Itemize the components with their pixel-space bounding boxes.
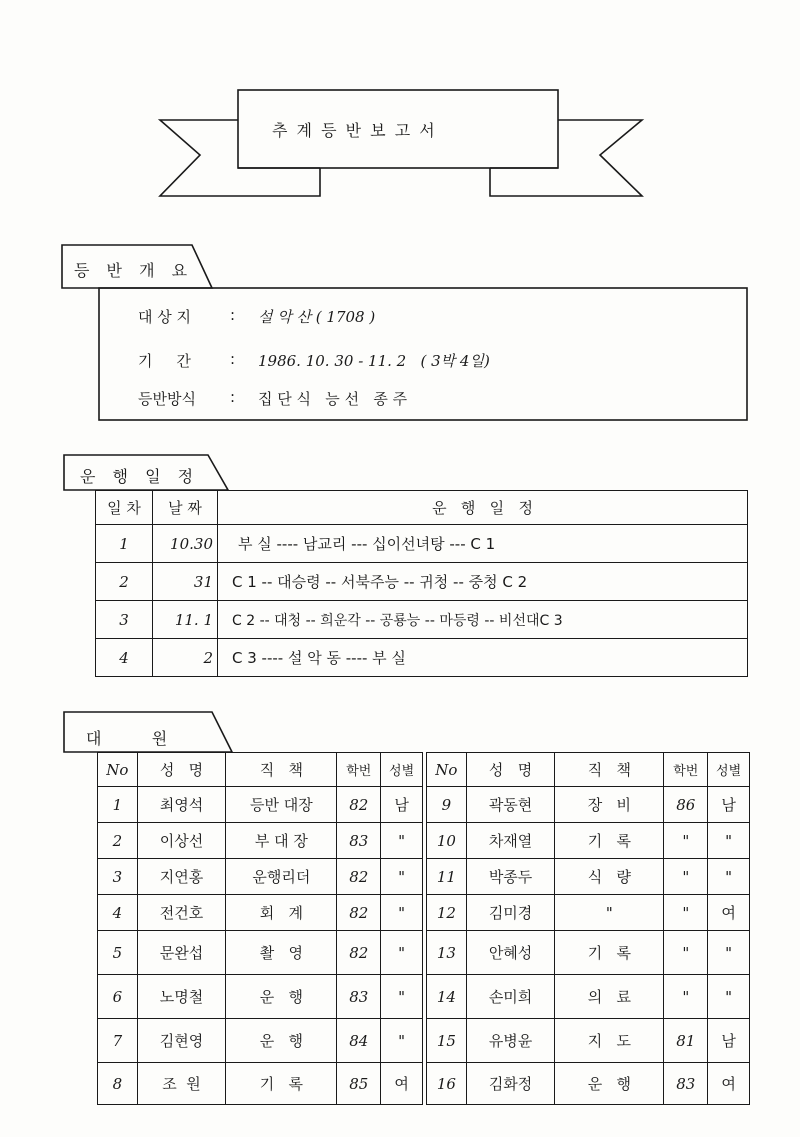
member-role: 지 도 <box>555 1019 664 1063</box>
schedule-row <box>96 601 748 639</box>
member-row <box>98 975 423 1019</box>
member-row <box>98 1019 423 1063</box>
member-name: 유병윤 <box>466 1019 555 1063</box>
overview-value-period: 1986. 10. 30 - 11. 2 ( 3박 4일) <box>258 352 490 370</box>
member-role: 기 록 <box>226 1063 337 1105</box>
member-year: 86 <box>664 787 708 823</box>
schedule-route: C 3 ---- 설 악 동 ---- 부 실 <box>218 639 748 677</box>
member-name: 차재열 <box>466 823 555 859</box>
overview-sep: : <box>230 388 236 406</box>
member-sex: 여 <box>708 895 750 931</box>
members-header-name: 성 명 <box>137 753 226 787</box>
members-header-sex: 성별 <box>381 753 423 787</box>
members-header-no: No <box>98 753 138 787</box>
overview-label-destination: 대 상 지 <box>138 308 192 326</box>
members-header-year: 학번 <box>337 753 381 787</box>
overview-sep: : <box>230 306 236 324</box>
schedule-date: 10.30 <box>153 525 218 563</box>
overview-value-destination: 설 악 산 ( 1708 ) <box>258 308 376 326</box>
schedule-header-row <box>96 491 748 525</box>
overview-sep: : <box>230 350 236 368</box>
member-sex: 남 <box>708 787 750 823</box>
member-row <box>427 1063 750 1105</box>
member-sex: " <box>381 975 423 1019</box>
member-year: 83 <box>337 975 381 1019</box>
member-name: 지연홍 <box>137 859 226 895</box>
member-role: 식 량 <box>555 859 664 895</box>
members-table-right <box>426 752 750 1105</box>
overview-value-method: 집 단 식 능 선 종 주 <box>258 390 408 408</box>
member-sex: " <box>708 859 750 895</box>
member-name: 김현영 <box>137 1019 226 1063</box>
member-row <box>427 1019 750 1063</box>
schedule-table <box>95 490 748 677</box>
member-name: 조 원 <box>137 1063 226 1105</box>
member-role: 운 행 <box>555 1063 664 1105</box>
members-header-no: No <box>427 753 467 787</box>
schedule-route: 부 실 ---- 남교리 --- 십이선녀탕 --- C 1 <box>218 525 748 563</box>
member-row <box>427 895 750 931</box>
member-name: 손미희 <box>466 975 555 1019</box>
member-row <box>427 823 750 859</box>
member-sex: " <box>381 895 423 931</box>
member-role: 등반 대장 <box>226 787 337 823</box>
members-header-name: 성 명 <box>466 753 555 787</box>
member-sex: 여 <box>708 1063 750 1105</box>
member-year: 84 <box>337 1019 381 1063</box>
member-no: 9 <box>427 787 467 823</box>
member-name: 안혜성 <box>466 931 555 975</box>
member-sex: " <box>708 931 750 975</box>
member-no: 2 <box>98 823 138 859</box>
member-role: 장 비 <box>555 787 664 823</box>
member-name: 김화정 <box>466 1063 555 1105</box>
member-no: 8 <box>98 1063 138 1105</box>
member-year: 82 <box>337 787 381 823</box>
schedule-header-day: 일 차 <box>96 491 153 525</box>
member-sex: " <box>381 1019 423 1063</box>
member-row <box>98 895 423 931</box>
members-header-role: 직 책 <box>226 753 337 787</box>
member-year: 81 <box>664 1019 708 1063</box>
schedule-date: 11. 1 <box>153 601 218 639</box>
member-name: 노명철 <box>137 975 226 1019</box>
member-name: 전건호 <box>137 895 226 931</box>
member-no: 11 <box>427 859 467 895</box>
members-header-sex: 성별 <box>708 753 750 787</box>
member-row <box>98 787 423 823</box>
members-header-row <box>98 753 423 787</box>
schedule-row <box>96 525 748 563</box>
schedule-day: 4 <box>96 639 153 677</box>
schedule-day: 3 <box>96 601 153 639</box>
schedule-day: 2 <box>96 563 153 601</box>
member-role: 촬 영 <box>226 931 337 975</box>
member-year: " <box>664 975 708 1019</box>
member-row <box>98 931 423 975</box>
members-table-left <box>97 752 423 1105</box>
schedule-header-date: 날 짜 <box>153 491 218 525</box>
member-year: 85 <box>337 1063 381 1105</box>
member-name: 박종두 <box>466 859 555 895</box>
member-no: 12 <box>427 895 467 931</box>
member-year: " <box>664 895 708 931</box>
member-name: 최영석 <box>137 787 226 823</box>
member-role: 운 행 <box>226 975 337 1019</box>
member-sex: " <box>381 931 423 975</box>
member-no: 4 <box>98 895 138 931</box>
member-no: 16 <box>427 1063 467 1105</box>
member-name: 김미경 <box>466 895 555 931</box>
member-row <box>427 975 750 1019</box>
overview-tab-label: 등 반 개 요 <box>74 261 194 280</box>
member-sex: " <box>708 823 750 859</box>
member-year: 82 <box>337 895 381 931</box>
members-header-role: 직 책 <box>555 753 664 787</box>
member-no: 10 <box>427 823 467 859</box>
member-row <box>98 823 423 859</box>
schedule-date: 2 <box>153 639 218 677</box>
member-row <box>427 931 750 975</box>
member-sex: 여 <box>381 1063 423 1105</box>
member-no: 3 <box>98 859 138 895</box>
member-name: 곽동현 <box>466 787 555 823</box>
schedule-route: C 1 -- 대승령 -- 서북주능 -- 귀청 -- 중청 C 2 <box>218 563 748 601</box>
member-row <box>427 787 750 823</box>
members-tab-label: 대 원 <box>86 729 174 748</box>
overview-label-period: 기 간 <box>138 352 191 370</box>
member-row <box>98 1063 423 1105</box>
member-sex: " <box>381 859 423 895</box>
member-no: 15 <box>427 1019 467 1063</box>
schedule-row <box>96 563 748 601</box>
member-no: 5 <box>98 931 138 975</box>
member-no: 13 <box>427 931 467 975</box>
member-year: 82 <box>337 931 381 975</box>
member-role: 기 록 <box>555 931 664 975</box>
overview-label-method: 등반방식 <box>138 390 196 408</box>
members-header-row <box>427 753 750 787</box>
members-header-year: 학번 <box>664 753 708 787</box>
member-role: 기 록 <box>555 823 664 859</box>
member-year: " <box>664 859 708 895</box>
member-role: 운 행 <box>226 1019 337 1063</box>
member-row <box>98 859 423 895</box>
member-no: 6 <box>98 975 138 1019</box>
member-name: 문완섭 <box>137 931 226 975</box>
member-row <box>427 859 750 895</box>
schedule-route: C 2 -- 대청 -- 희운각 -- 공룡능 -- 마등령 -- 비선대C 3 <box>218 601 748 639</box>
member-year: " <box>664 823 708 859</box>
page-title: 추 계 등 반 보 고 서 <box>272 121 437 140</box>
member-no: 1 <box>98 787 138 823</box>
schedule-header-route: 운 행 일 정 <box>218 491 748 525</box>
member-role: " <box>555 895 664 931</box>
member-role: 부 대 장 <box>226 823 337 859</box>
schedule-day: 1 <box>96 525 153 563</box>
member-year: 82 <box>337 859 381 895</box>
member-sex: " <box>708 975 750 1019</box>
member-no: 7 <box>98 1019 138 1063</box>
member-sex: " <box>381 823 423 859</box>
member-year: 83 <box>337 823 381 859</box>
schedule-date: 31 <box>153 563 218 601</box>
schedule-row <box>96 639 748 677</box>
member-sex: 남 <box>381 787 423 823</box>
member-role: 운행리더 <box>226 859 337 895</box>
member-year: 83 <box>664 1063 708 1105</box>
member-no: 14 <box>427 975 467 1019</box>
schedule-tab-label: 운 행 일 정 <box>80 467 200 486</box>
member-year: " <box>664 931 708 975</box>
member-role: 의 료 <box>555 975 664 1019</box>
member-name: 이상선 <box>137 823 226 859</box>
member-sex: 남 <box>708 1019 750 1063</box>
member-role: 회 계 <box>226 895 337 931</box>
